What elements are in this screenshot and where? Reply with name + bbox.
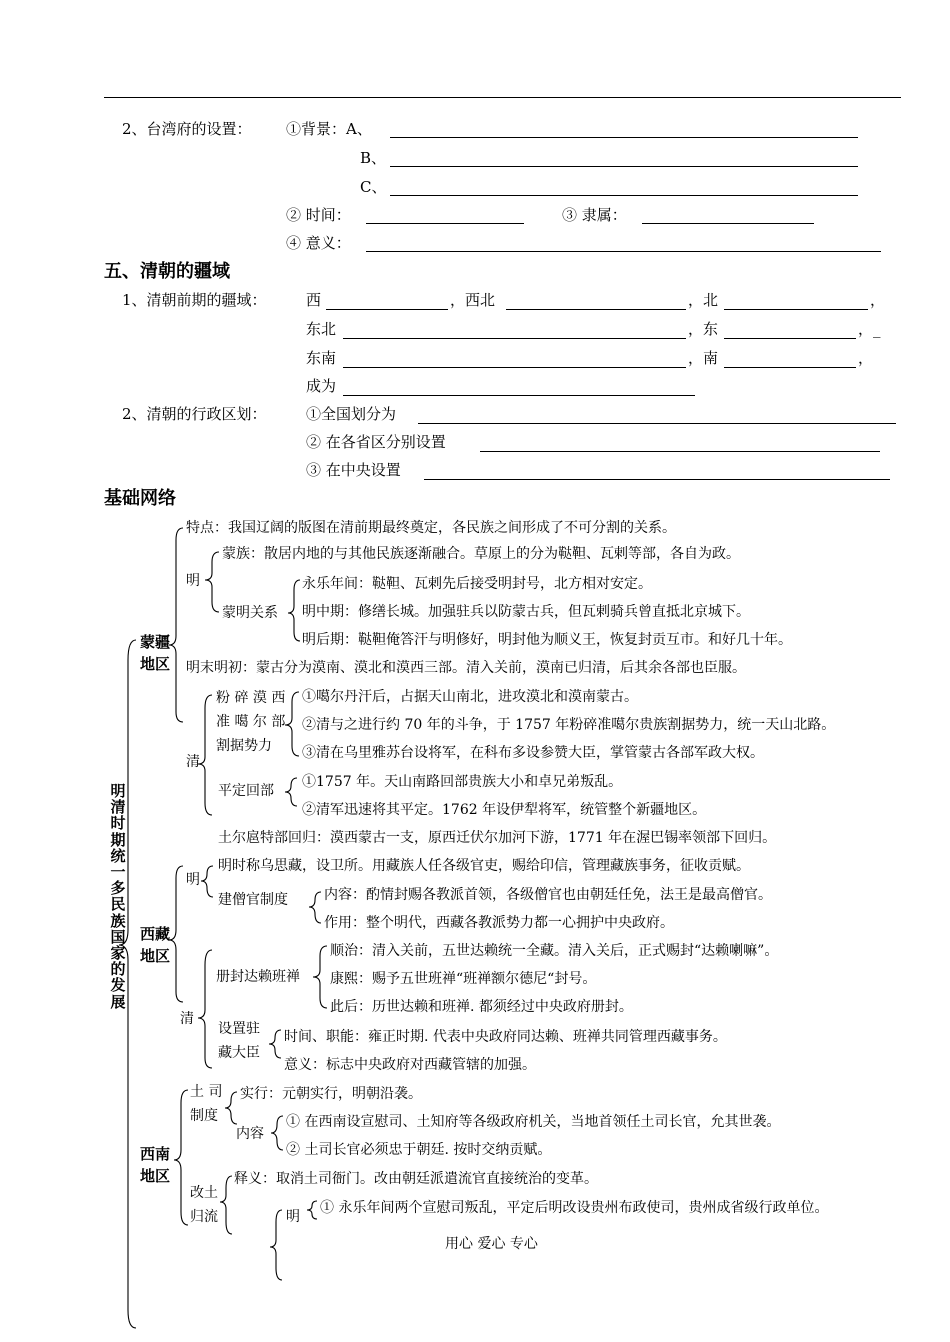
brace-ming-southwest-inner [307, 1201, 317, 1219]
tusi-content-1: ① 在西南设宣慰司、土知府等各级政府机关，当地首领任土司长官，允其世袭。 [286, 1114, 781, 1130]
tibet-ming: 明 [186, 872, 200, 888]
tusi-2: 制度 [190, 1108, 218, 1124]
taiwan-background-c: C、 [360, 178, 387, 196]
crush-dzungar-3: 割据势力 [216, 738, 272, 754]
southwest-ming-item-1: ① 永乐年间两个宣慰司叛乱，平定后明改设贵州布政使司，贵州成省级行政单位。 [320, 1200, 829, 1216]
taiwan-background-b: B、 [360, 149, 387, 167]
territory-southeast: 东南 [306, 349, 337, 367]
amban-meaning: 意义：标志中央政府对西藏管辖的加强。 [284, 1057, 536, 1073]
taiwan-affiliation: ③ 隶属： [562, 206, 627, 224]
footer-motto: 用心 爱心 专心 [445, 1236, 538, 1252]
territory-south: ，南 [688, 349, 719, 367]
territory-east-tail: ，_ [858, 320, 881, 338]
monk-effect: 作用：整个明代，西藏各教派势力都一心拥护中央政府。 [324, 915, 674, 931]
relation-mid-ming: 明中期：修缮长城。加强驻兵以防蒙古兵，但瓦剌骑兵曾直抵北京城下。 [302, 604, 750, 620]
pacify-hui: 平定回部 [218, 783, 274, 799]
tibet-qing: 清 [180, 1011, 194, 1027]
confer-shunzhi: 顺治：清入关前，五世达赖统一全藏。清入关后，正式赐封“达赖喇嘛”。 [330, 943, 779, 959]
territory-east: ，东 [688, 320, 719, 338]
taiwan-time: ② 时间： [286, 206, 351, 224]
tusi-content: 内容 [236, 1126, 264, 1142]
confer-kangxi: 康熙：赐予五世班禅“班禅额尔德尼“封号。 [330, 971, 597, 987]
territory-north: ，北 [688, 291, 719, 309]
taiwan-heading: 2、台湾府的设置： [122, 120, 252, 138]
tibet-ming-line: 明时称乌思藏，设卫所。用藏族人任各级官吏，赐给印信，管理藏族事务，征收贡赋。 [218, 858, 750, 874]
admin-item-2: ② 在各省区分别设置 [306, 433, 446, 451]
dzungar-item-3: ③清在乌里雅苏台设将军，在科布多设参赞大臣，掌管蒙古各部军政大权。 [302, 745, 764, 761]
brace-content [271, 1116, 283, 1150]
crush-dzungar-1: 粉 碎 漠 西 [216, 690, 286, 706]
territory-became: 成为 [306, 377, 337, 395]
brace-gaitu [220, 1176, 232, 1234]
tusi-1: 土 司 [190, 1084, 223, 1100]
dzungar-item-2: ②清与之进行约 70 年的斗争，于 1757 年粉碎准噶尔贵族割据势力，统一天山北路。 [302, 717, 836, 733]
brace-monk [309, 892, 321, 923]
mongolia-qing: 清 [186, 754, 200, 770]
section-title: 五、清朝的疆域 [104, 261, 230, 282]
tusi-content-2: ② 土司长官必须忠于朝廷. 按时交纳贡赋。 [286, 1142, 552, 1158]
late-ming-mongolia: 明末明初：蒙古分为漠南、漠北和漠西三部。清入关前，漠南已归清，后其余各部也臣服。 [186, 660, 746, 676]
territory-northwest: ，西北 [450, 291, 496, 309]
admin-item-3: ③ 在中央设置 [306, 461, 401, 479]
torghut-return: 土尔扈特部回归：漠西蒙古一支，原西迁伏尔加河下游，1771 年在渥巴锡率领部下回归。 [218, 830, 777, 846]
network-root-label: 明清时期统一多民族国家的发展 [110, 782, 126, 1011]
monk-content: 内容：酌情封赐各教派首领，各级僧官也由朝廷任免，法王是最高僧官。 [324, 887, 772, 903]
admin-label: 2、清朝的行政区划： [122, 405, 267, 423]
mongolia-label: 蒙疆地区 [139, 633, 170, 673]
brace-mongolia [169, 528, 183, 722]
brace-ming-southwest [270, 1210, 282, 1280]
relation-yongle: 永乐年间：鞑靼、瓦剌先后接受明封号，北方相对安定。 [302, 576, 652, 592]
gaitu-1: 改土 [190, 1185, 218, 1201]
territory-west: 西 [306, 291, 322, 309]
southwest-label: 西南地区 [139, 1145, 170, 1185]
brace-ming-tibet [201, 866, 213, 897]
mongol-ming-relations: 蒙明关系 [222, 605, 278, 621]
taiwan-meaning: ④ 意义： [286, 234, 351, 252]
gaitu-2: 归流 [190, 1209, 218, 1225]
taiwan-background-a: ①背景：A、 [286, 120, 372, 138]
confer-after: 此后：历世达赖和班禅. 都须经过中央政府册封。 [330, 999, 633, 1015]
crush-dzungar-2: 准 噶 尔 部 [216, 714, 286, 730]
brace-ming-mongolia [205, 552, 219, 612]
amban-1: 设置驻 [218, 1021, 260, 1037]
brace-hui [285, 778, 297, 806]
monk-official-system: 建僧官制度 [218, 892, 288, 908]
brace-amban [269, 1030, 281, 1058]
brace-tusi [225, 1092, 237, 1124]
brace-qing-mongolia [198, 695, 212, 815]
hui-item-1: ①1757 年。天山南路回部贵族大小和卓兄弟叛乱。 [302, 774, 623, 790]
network-title: 基础网络 [104, 488, 176, 509]
brace-qing-tibet [198, 950, 212, 1068]
territory-northeast: 东北 [306, 320, 337, 338]
brace-relations [288, 580, 300, 641]
dzungar-item-1: ①噶尔丹汗后，占据天山南北，进攻漠北和漠南蒙古。 [302, 689, 638, 705]
tibet-label: 西藏地区 [139, 925, 170, 965]
tusi-implementation: 实行：元朝实行，明朝沿袭。 [240, 1086, 422, 1102]
brace-southwest [174, 1090, 188, 1225]
gaitu-definition: 释义：取消土司衙门。改由朝廷派遣流官直接统治的变革。 [234, 1171, 598, 1187]
amban-2: 藏大臣 [218, 1045, 260, 1061]
confer-dalai-panchen: 册封达赖班禅 [216, 969, 300, 985]
admin-item-1: ①全国划分为 [306, 405, 397, 423]
southwest-ming: 明 [286, 1209, 300, 1225]
mongolia-ming: 明 [186, 573, 200, 589]
hui-item-2: ②清军迅速将其平定。1762 年设伊犁将军，统管整个新疆地区。 [302, 802, 707, 818]
mongol-tribes: 蒙族：散居内地的与其他民族逐渐融合。草原上的分为鞑靼、瓦剌等部，各自为政。 [222, 546, 740, 562]
relation-late-ming: 明后期：鞑靼俺答汗与明修好，明封他为顺义王，恢复封贡互市。和好几十年。 [302, 632, 792, 648]
comma: ， [858, 349, 874, 367]
mongolia-feature: 特点：我国辽阔的版图在清前期最终奠定，各民族之间形成了不可分割的关系。 [186, 520, 676, 536]
amban-time: 时间、职能：雍正时期. 代表中央政府同达赖、班禅共同管理西藏事务。 [284, 1029, 727, 1045]
territory-label: 1、清朝前期的疆域： [122, 291, 267, 309]
brace-confer [313, 946, 327, 1008]
brace-dzungar [285, 692, 299, 756]
comma: ， [870, 291, 886, 309]
